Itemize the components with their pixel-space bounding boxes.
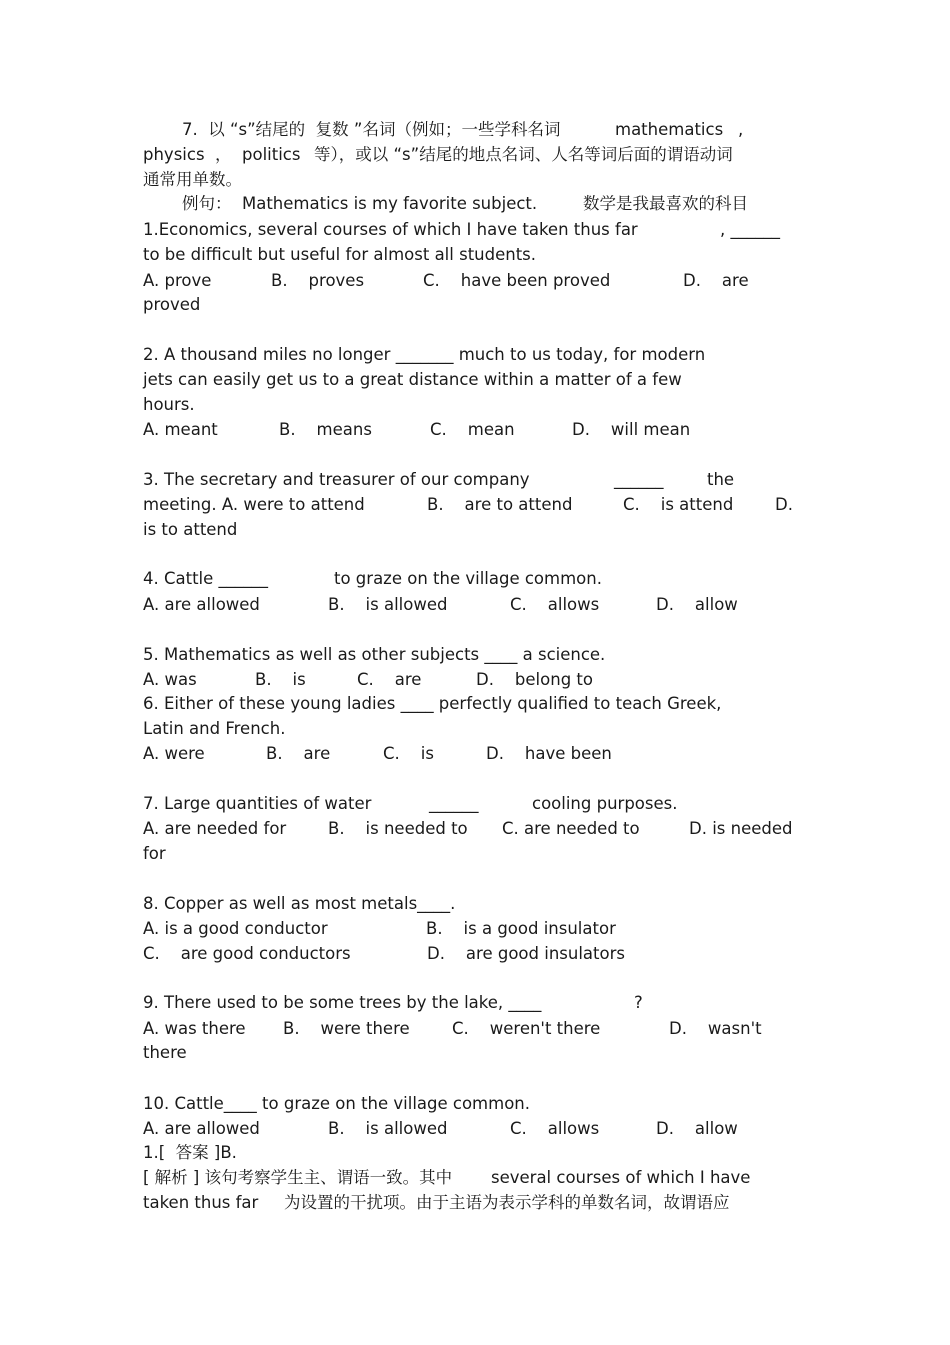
- q10-stem-1: 10. Cattle____ to graze on the village common.: [143, 1094, 531, 1113]
- q1-option-d: D. are: [683, 271, 749, 290]
- q1-option-c: C. have been proved: [423, 271, 611, 290]
- q8-stem-1: 8. Copper as well as most metals____.: [143, 894, 456, 913]
- q5-option-a: A. was: [143, 670, 197, 689]
- q9-option-d: D. wasn't: [669, 1019, 762, 1038]
- analysis-line-2a: taken thus far: [143, 1193, 259, 1212]
- q3-stem-1c: the: [707, 470, 735, 489]
- q6-option-c: C. is: [383, 744, 434, 763]
- q6-stem-2: Latin and French.: [143, 719, 286, 738]
- q8-option-d: D. are good insulators: [427, 944, 625, 963]
- q6-stem-1: 6. Either of these young ladies ____ perfectly qualified to teach Greek,: [143, 694, 722, 713]
- example-sentence: 例句： Mathematics is my favorite subject.: [182, 194, 538, 213]
- q5-stem-1: 5. Mathematics as well as other subjects ____ a science.: [143, 645, 606, 664]
- q2-option-c: C. mean: [430, 420, 515, 439]
- q2-stem-1: 2. A thousand miles no longer _______ much to us today, for modern: [143, 345, 706, 364]
- q1-option-a: A. prove: [143, 271, 212, 290]
- q7-option-a: A. are needed for: [143, 819, 287, 838]
- q1-stem-2: to be difficult but useful for almost all students.: [143, 245, 537, 264]
- q6-option-b: B. are: [266, 744, 331, 763]
- q9-stem-1: 9. There used to be some trees by the lake, ____: [143, 993, 542, 1012]
- q5-option-c: C. are: [357, 670, 422, 689]
- q7-stem-1c: cooling purposes.: [532, 794, 678, 813]
- q1-option-b: B. proves: [271, 271, 365, 290]
- q3-option-d: D.: [775, 495, 793, 514]
- q10-option-a: A. are allowed: [143, 1119, 260, 1138]
- q5-option-d: D. belong to: [476, 670, 593, 689]
- q4-option-d: D. allow: [656, 595, 738, 614]
- q8-option-b: B. is a good insulator: [426, 919, 616, 938]
- analysis-line-1b: several courses of which I have: [491, 1168, 751, 1187]
- q5-option-b: B. is: [255, 670, 306, 689]
- q1-stem-1: 1.Economics, several courses of which I have taken thus far: [143, 220, 638, 239]
- q7-option-c: C. are needed to: [502, 819, 640, 838]
- q8-option-a: A. is a good conductor: [143, 919, 328, 938]
- q6-option-a: A. were: [143, 744, 205, 763]
- q3-option-c: C. is attend: [623, 495, 734, 514]
- q4-option-c: C. allows: [510, 595, 600, 614]
- q9-option-b: B. were there: [283, 1019, 410, 1038]
- q9-option-a: A. was there: [143, 1019, 246, 1038]
- intro-line-2c: 等），或以 “s”结尾的地点名词、人名等词后面的谓语动词: [314, 145, 733, 164]
- q4-option-b: B. is allowed: [328, 595, 448, 614]
- intro-line-1c: ,: [738, 120, 744, 139]
- q7-stem-1: 7. Large quantities of water: [143, 794, 372, 813]
- q6-option-d: D. have been: [486, 744, 612, 763]
- q9-question-mark: ?: [634, 993, 643, 1012]
- q1-option-d-cont: proved: [143, 295, 201, 314]
- q3-option-d-cont: is to attend: [143, 520, 238, 539]
- q10-option-b: B. is allowed: [328, 1119, 448, 1138]
- q3-option-b: B. are to attend: [427, 495, 573, 514]
- analysis-line-2b: 为设置的干扰项。由于主语为表示学科的单数名词，故谓语应: [284, 1193, 730, 1212]
- intro-line-2b: politics: [242, 145, 301, 164]
- q2-option-d: D. will mean: [572, 420, 691, 439]
- q3-stem-1: 3. The secretary and treasurer of our company: [143, 470, 530, 489]
- q7-blank: ______: [429, 794, 479, 813]
- q7-option-d-cont: for: [143, 844, 166, 863]
- q4-stem-1b: to graze on the village common.: [334, 569, 602, 588]
- q4-stem-1: 4. Cattle ______: [143, 569, 269, 588]
- q2-option-a: A. meant: [143, 420, 218, 439]
- q1-blank: , ______: [720, 220, 780, 239]
- q7-option-b: B. is needed to: [328, 819, 468, 838]
- q10-option-d: D. allow: [656, 1119, 738, 1138]
- q3-option-a: meeting. A. were to attend: [143, 495, 365, 514]
- intro-line-1a: 7. 以 “s”结尾的 复数 ”名词（例如；一些学科名词: [182, 120, 561, 139]
- q2-stem-2: jets can easily get us to a great distance within a matter of a few: [143, 370, 682, 389]
- analysis-line-1a: [ 解析 ] 该句考察学生主、谓语一致。其中: [143, 1168, 453, 1187]
- q7-option-d: D. is needed: [689, 819, 793, 838]
- q4-option-a: A. are allowed: [143, 595, 260, 614]
- q10-option-c: C. allows: [510, 1119, 600, 1138]
- intro-line-2a: physics ，: [143, 145, 232, 164]
- q8-option-c: C. are good conductors: [143, 944, 351, 963]
- q9-option-d-cont: there: [143, 1043, 187, 1062]
- intro-line-3: 通常用单数。: [143, 170, 242, 189]
- q9-option-c: C. weren't there: [452, 1019, 601, 1038]
- q3-blank: ______: [614, 470, 664, 489]
- q2-option-b: B. means: [279, 420, 372, 439]
- intro-line-1b: mathematics: [615, 120, 724, 139]
- example-translation: 数学是我最喜欢的科目: [583, 194, 748, 213]
- q2-stem-3: hours.: [143, 395, 195, 414]
- answer-key: 1.[ 答案 ]B.: [143, 1143, 237, 1162]
